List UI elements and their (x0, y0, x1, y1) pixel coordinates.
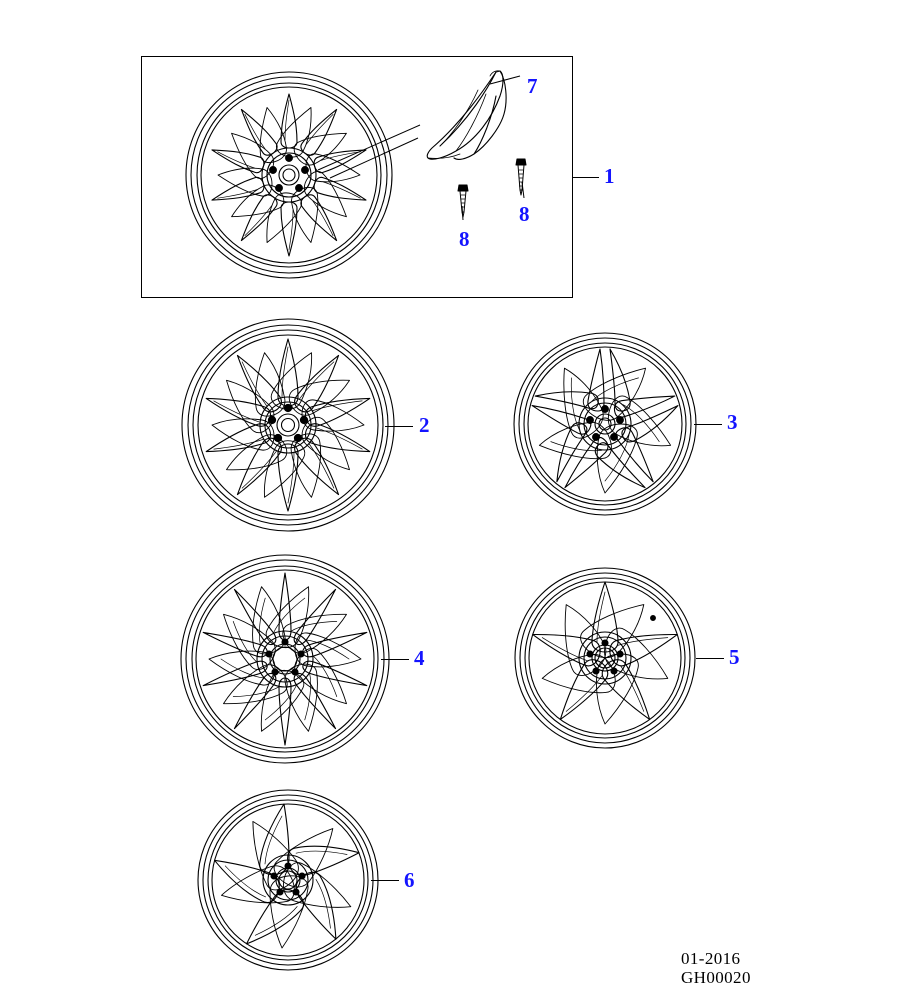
wheel-4-ten-spoke-narrow (179, 553, 391, 765)
leader-line-3 (694, 424, 722, 425)
callout-1[interactable]: 1 (604, 164, 615, 188)
leader-line-8-left (456, 206, 472, 224)
callout-2[interactable]: 2 (419, 413, 430, 437)
leader-line-4 (381, 659, 409, 660)
callout-4[interactable]: 4 (414, 646, 425, 670)
callout-8-right[interactable]: 8 (519, 202, 530, 226)
footer-date: 01-2016 (681, 949, 741, 968)
callout-6[interactable]: 6 (404, 868, 415, 892)
callout-5[interactable]: 5 (729, 645, 740, 669)
leader-line-7 (488, 66, 528, 96)
footer-code: GH00020 (681, 968, 751, 987)
leader-line-1 (573, 177, 599, 178)
leader-line-5 (696, 658, 724, 659)
wheel-2-ten-spoke (180, 317, 396, 533)
callout-7[interactable]: 7 (527, 74, 538, 98)
leader-line-8-right (516, 182, 532, 200)
leader-line-6 (371, 880, 399, 881)
leader-line-2 (385, 426, 413, 427)
callout-3[interactable]: 3 (727, 410, 738, 434)
wheel-5-five-spoke (513, 566, 697, 750)
wheel-3-five-twin-spoke (512, 331, 698, 517)
callout-8-left[interactable]: 8 (459, 227, 470, 251)
wheel-6-five-spoke-turbine (196, 788, 380, 972)
